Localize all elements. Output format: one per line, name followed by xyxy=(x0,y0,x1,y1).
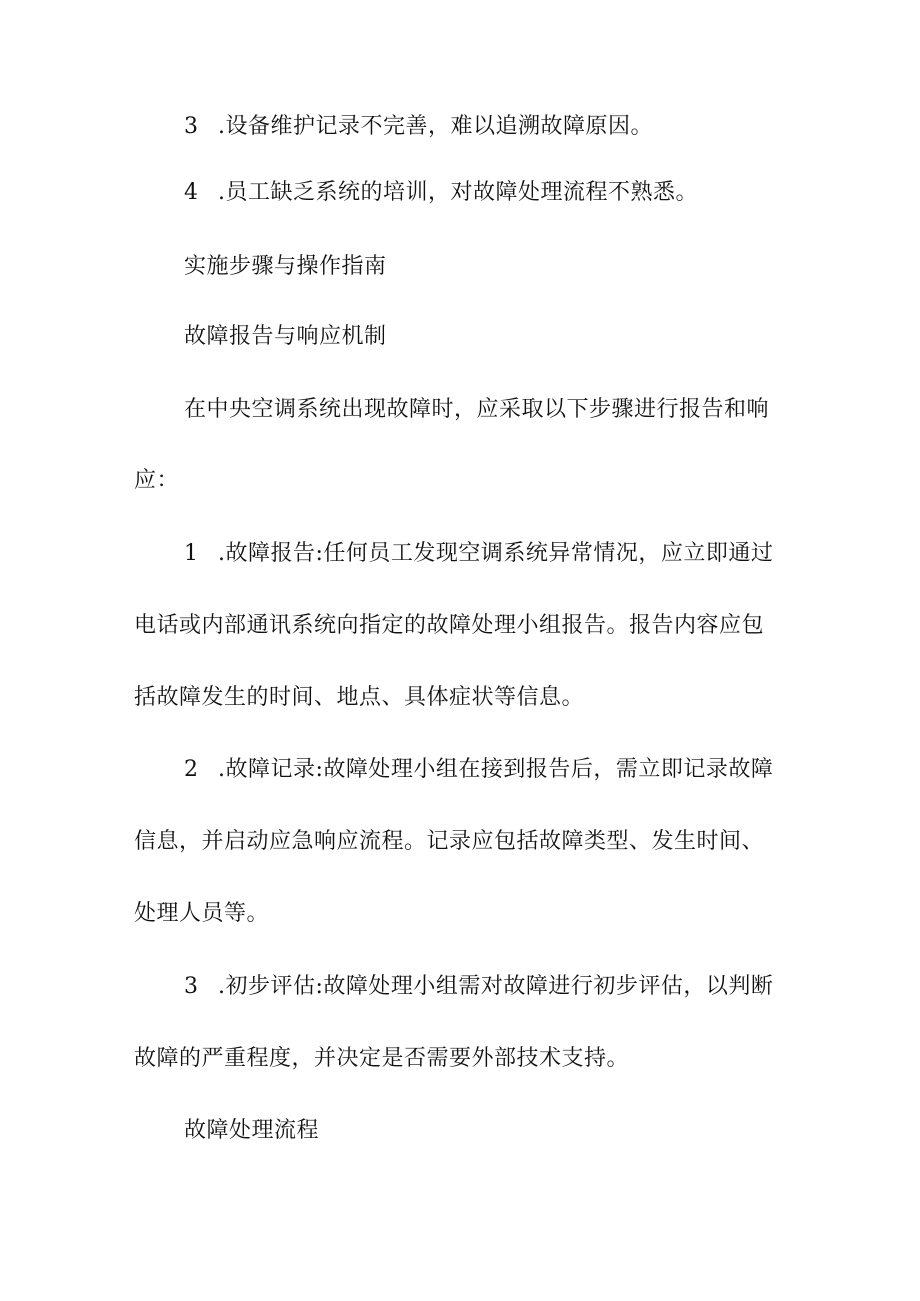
paragraph-line: 在中央空调系统出现故障时，应采取以下步骤进行报告和响 xyxy=(184,397,770,422)
line-text: .故障报告:任何员工发现空调系统异常情况，应立即通过 xyxy=(218,541,774,566)
line-text: .初步评估:故障处理小组需对故障进行初步评估，以判断 xyxy=(218,974,774,999)
paragraph-line: 处理人员等。 xyxy=(134,901,270,926)
paragraph-line: 故障的严重程度，并决定是否需要外部技术支持。 xyxy=(134,1046,630,1071)
paragraph-line: 电话或内部通讯系统向指定的故障处理小组报告。报告内容应包 xyxy=(134,613,765,638)
list-item-3-assessment xyxy=(184,972,773,1002)
list-number: 3 xyxy=(184,114,199,139)
line-text: .设备维护记录不完善，难以追溯故障原因。 xyxy=(218,114,653,139)
subsection-heading: 故障处理流程 xyxy=(184,1118,320,1143)
paragraph-line: 应： xyxy=(134,468,180,493)
section-heading: 实施步骤与操作指南 xyxy=(184,254,387,279)
list-number: 3 xyxy=(184,974,199,999)
list-item-3-maintenance xyxy=(184,112,653,142)
line-text: .员工缺乏系统的培训，对故障处理流程不熟悉。 xyxy=(218,180,698,205)
line-text: .故障记录:故障处理小组在接到报告后，需立即记录故障 xyxy=(218,757,774,782)
list-number: 2 xyxy=(184,757,199,782)
list-item-4-training xyxy=(184,178,698,208)
paragraph-line: 括故障发生的时间、地点、具体症状等信息。 xyxy=(134,685,585,710)
subsection-heading: 故障报告与响应机制 xyxy=(184,324,387,349)
list-item-2-record xyxy=(184,755,773,785)
list-number: 1 xyxy=(184,541,199,566)
paragraph-line: 信息，并启动应急响应流程。记录应包括故障类型、发生时间、 xyxy=(134,829,765,854)
list-number: 4 xyxy=(184,180,199,205)
list-item-1-report xyxy=(184,539,773,569)
